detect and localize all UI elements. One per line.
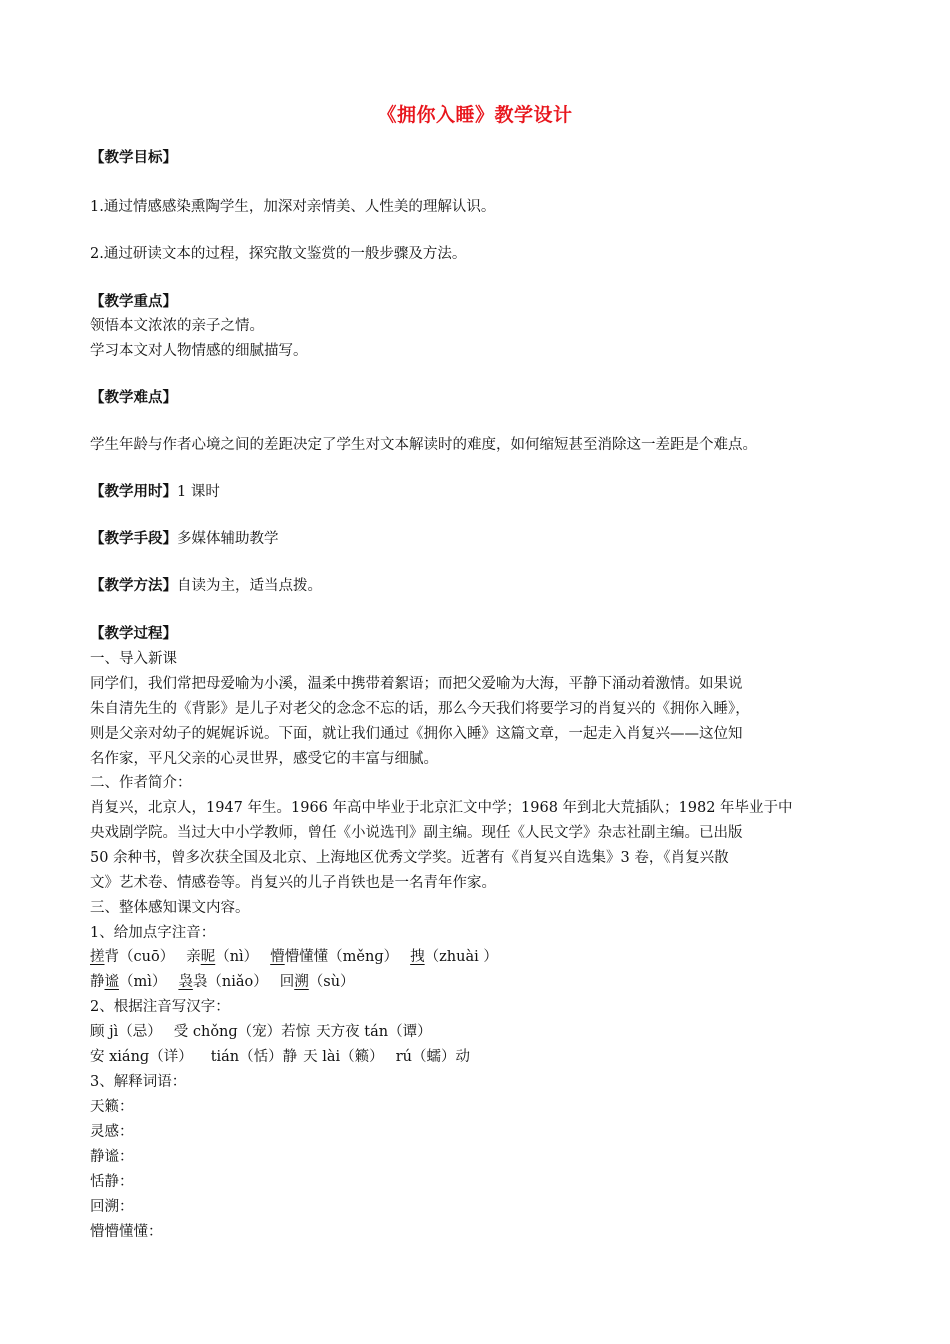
term-line: 恬静： [90, 1174, 134, 1190]
objectives-heading: 【教学目标】 [90, 150, 177, 166]
paragraph-line: 央戏剧学院。当过大中小学教师，曾任《小说选刊》副主编。现任《人民文学》杂志社副主编。已出版 [90, 825, 743, 841]
key-points-heading: 【教学重点】 [90, 294, 177, 310]
term-line: 灵感： [90, 1124, 134, 1140]
method-text: 自读为主，适当点拨。 [177, 578, 322, 594]
section-title: 三、整体感知课文内容。 [90, 900, 250, 916]
means-text: 多媒体辅助教学 [177, 531, 279, 547]
pinyin-text: 静 [90, 974, 105, 990]
pinyin-text: （zhuài ） [424, 949, 498, 965]
pinyin-row [90, 947, 498, 967]
dotted-char: 拽 [410, 949, 425, 965]
question-title: 1、给加点字注音： [90, 925, 216, 941]
method-row [90, 576, 322, 596]
question-title: 2、根据注音写汉字： [90, 999, 230, 1015]
question-title: 3、解释词语： [90, 1074, 187, 1090]
duration-text: 1 课时 [177, 484, 220, 500]
hanzi-item: 安 xiánɡ（详） [90, 1049, 193, 1065]
pinyin-text: 回 [279, 974, 295, 990]
process-heading: 【教学过程】 [90, 626, 177, 642]
paragraph-line: 朱自清先生的《背影》是儿子对老父的念念不忘的话，那么今天我们将要学习的肖复兴的《拥你入睡》， [90, 701, 750, 717]
pinyin-text: （sù） [308, 974, 355, 990]
duration-heading: 【教学用时】 [90, 484, 177, 500]
paragraph-line: 50 余种书，曾多次获全国及北京、上海地区优秀文学奖。近著有《肖复兴自选集》3 卷，《肖复兴散 [90, 850, 729, 866]
pinyin-text: 懵懂懂（měnɡ） [284, 949, 399, 965]
duration-row [90, 482, 220, 502]
dotted-char: 谧 [104, 974, 119, 990]
difficulty-heading: 【教学难点】 [90, 390, 177, 406]
paragraph-line: 肖复兴，北京人，1947 年生。1966 年高中毕业于北京汇文中学；1968 年到北大荒插队；1982 年毕业于中 [90, 800, 793, 816]
means-heading: 【教学手段】 [90, 531, 177, 547]
hanzi-item: rú（蠕）动 [395, 1049, 470, 1065]
difficulty-text: 学生年龄与作者心境之间的差距决定了学生对文本解读时的难度，如何缩短甚至消除这一差距是个难点。 [90, 437, 757, 453]
means-row [90, 529, 279, 549]
hanzi-row [90, 1022, 432, 1042]
pinyin-text: （mì） [119, 974, 167, 990]
paragraph-line: 同学们，我们常把母爱喻为小溪，温柔中携带着絮语；而把父爱喻为大海，平静下涌动着激情。如果说 [90, 676, 743, 692]
pinyin-text: 亲 [186, 949, 201, 965]
dotted-char: 袅 [178, 974, 193, 990]
hanzi-item: 天方夜 tán（谭） [316, 1024, 432, 1040]
section-title: 一、导入新课 [90, 651, 177, 667]
paragraph-line: 则是父亲对幼子的娓娓诉说。下面，就让我们通过《拥你入睡》这篇文章，一起走入肖复兴——这位知 [90, 726, 743, 742]
paragraph-line: 名作家，平凡父亲的心灵世界，感受它的丰富与细腻。 [90, 751, 438, 767]
term-line: 回溯： [90, 1199, 134, 1215]
method-heading: 【教学方法】 [90, 578, 177, 594]
objective-item: 2.通过研读文本的过程，探究散文鉴赏的一般步骤及方法。 [90, 246, 467, 262]
pinyin-text: 背（cuō） [104, 949, 175, 965]
term-line: 天籁： [90, 1099, 134, 1115]
objective-item: 1.通过情感感染熏陶学生，加深对亲情美、人性美的理解认识。 [90, 199, 496, 215]
paragraph-line: 文》艺术卷、情感卷等。肖复兴的儿子肖铁也是一名青年作家。 [90, 875, 496, 891]
pinyin-text: 袅（niǎo） [192, 974, 268, 990]
term-line: 懵懵懂懂： [90, 1224, 163, 1240]
doc-title: 《拥你入睡》教学设计 [377, 104, 573, 126]
dotted-char: 溯 [294, 974, 309, 990]
hanzi-row [90, 1047, 470, 1067]
hanzi-item: 顾 jì（忌） [90, 1024, 162, 1040]
hanzi-item: 受 chǒnɡ（宠）若惊 [173, 1024, 311, 1040]
pinyin-row [90, 972, 355, 992]
pinyin-text: （nì） [215, 949, 259, 965]
key-point-item: 学习本文对人物情感的细腻描写。 [90, 343, 308, 359]
term-line: 静谧： [90, 1149, 134, 1165]
section-title: 二、作者简介： [90, 775, 192, 791]
hanzi-item: 天 lài（籁） [303, 1049, 384, 1065]
dotted-char: 昵 [200, 949, 216, 965]
key-point-item: 领悟本文浓浓的亲子之情。 [90, 318, 264, 334]
hanzi-item: tián（恬）静 [210, 1049, 298, 1065]
dotted-char: 搓 [90, 949, 105, 965]
dotted-char: 懵 [270, 949, 285, 965]
